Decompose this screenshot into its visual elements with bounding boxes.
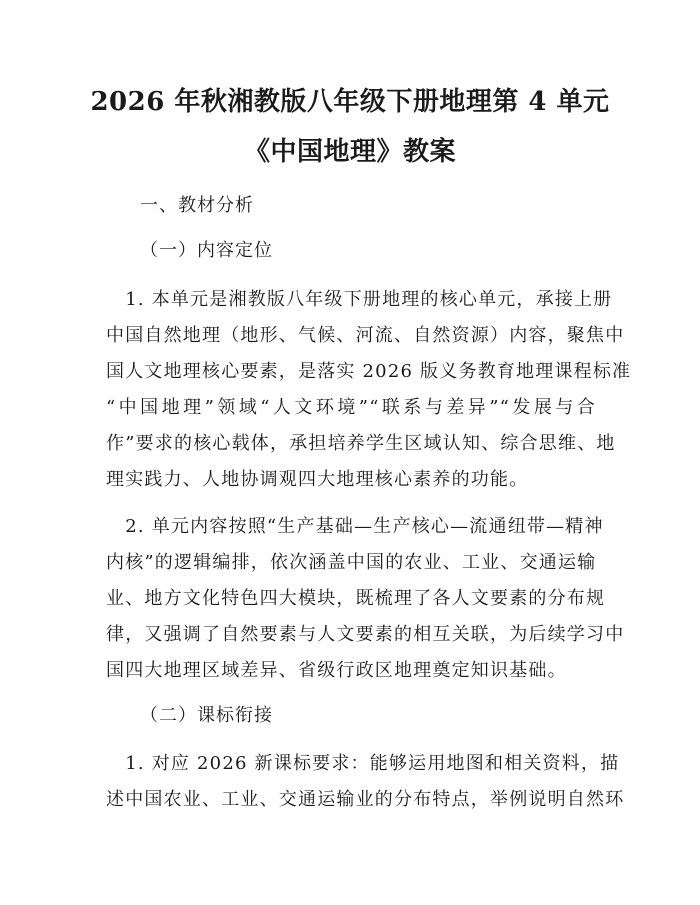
paragraph-2-line: 律，又强调了自然要素与人文要素的相互关联，为后续学习中	[106, 624, 625, 645]
subsection-heading-curriculum-alignment: （二）课标衔接	[140, 705, 273, 726]
paragraph-2-line: 内核”的逻辑编排，依次涵盖中国的农业、工业、交通运输	[106, 552, 597, 573]
document-title-line-2: 《中国地理》教案	[243, 137, 456, 167]
paragraph-1-line: “中国地理”领域“人文环境”“联系与差异”“发展与合	[106, 397, 596, 418]
paragraph-1-line: 理实践力、人地协调观四大地理核心素养的功能。	[106, 469, 529, 490]
paragraph-1-line: 1. 本单元是湘教版八年级下册地理的核心单元，承接上册	[106, 289, 613, 310]
paragraph-2-line: 2. 单元内容按照“生产基础—生产核心—流通纽带—精神	[106, 516, 604, 537]
paragraph-1-line: 作”要求的核心载体，承担培养学生区域认知、综合思维、地	[106, 433, 616, 454]
paragraph-1-line: 国人文地理核心要素，是落实 2026 版义务教育地理课程标准	[106, 361, 632, 382]
paragraph-3-line: 1. 对应 2026 新课标要求：能够运用地图和相关资料，描	[106, 753, 620, 774]
section-heading-textbook-analysis: 一、教材分析	[140, 195, 254, 216]
paragraph-3-line: 述中国农业、工业、交通运输业的分布特点，举例说明自然环	[106, 789, 625, 810]
paragraph-2-line: 业、地方文化特色四大模块，既梳理了各人文要素的分布规	[106, 588, 606, 609]
document-title-line-1: 2026 年秋湘教版八年级下册地理第 4 单元	[90, 87, 610, 117]
paragraph-1-line: 中国自然地理（地形、气候、河流、自然资源）内容，聚焦中	[106, 325, 625, 346]
paragraph-3	[106, 746, 625, 818]
paragraph-2	[106, 509, 625, 689]
paragraph-1	[106, 282, 632, 498]
paragraph-2-line: 国四大地理区域差异、省级行政区地理奠定知识基础。	[106, 660, 567, 681]
subsection-heading-content-positioning: （一）内容定位	[140, 240, 273, 261]
